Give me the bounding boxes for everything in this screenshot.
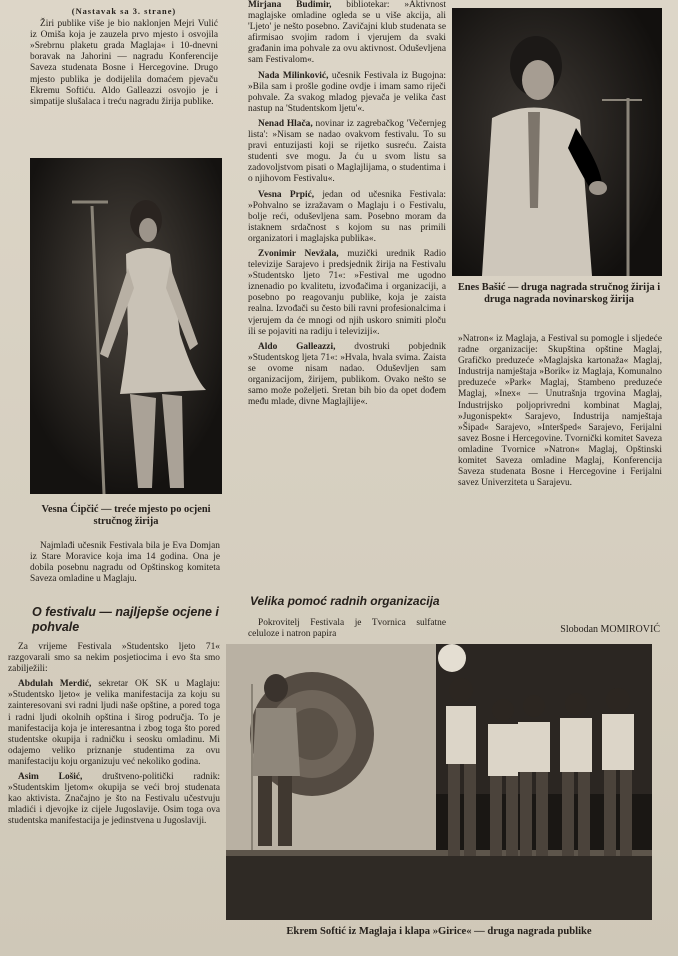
quote-nevzala bbox=[248, 249, 446, 338]
section-title-festival: O festivalu — najljepše ocjene i pohvale bbox=[32, 605, 219, 634]
photo-enes-basic bbox=[452, 8, 662, 276]
speaker-name: Aldo Galleazzi, bbox=[258, 341, 336, 352]
quote-text: dvostruki pobjednik »Studentskog ljeta 71«: »Hvala, hvala svima. Zaista se ovome nisam nadao. Oduševljen sam organizacijom, žirijem, publikom. Ovako nešto se samo može poželjeti. Sretan bih bio da opet dođem među mlade, divne Maglajlije«. bbox=[248, 341, 446, 408]
photo-vesna-cipcic bbox=[30, 158, 222, 494]
quote-merdic bbox=[8, 679, 220, 768]
author-signature: Slobodan MOMIROVIĆ bbox=[560, 624, 660, 635]
speaker-name: Zvonimir Nevžala, bbox=[258, 248, 339, 259]
photo3-caption: Ekrem Softić iz Maglaja i klapa »Girice« — druga nagrada publike bbox=[286, 926, 592, 937]
section-title-help: Velika pomoć radnih organizacija bbox=[250, 594, 440, 608]
quote-text: sekretar OK SK u Maglaju: »Studentsko ljeto« je velika manifestacija za koju su zainteresovani svi radni ljudi naše opštine, a pored toga i radni ljudi okolnih opština i širog područja. To je manifestacija koja je interesantna i zbog toga što pored studentske okupija i radničku i seosku omladinu. Mi odajemo veliko priznanje studentima za ovu manifestaciju koju organizuju već nekoliko godina. bbox=[8, 679, 220, 767]
paragraph-jury: Žiri publike više je bio naklonjen Mejri Vulić iz Omiša koja je zauzela prvo mjesto i osvojila »Srebrnu plaketu grada Maglaja« i 10-dnevni boravak na Jahorini — nagradu Konferencije Saveza studenata Bosne i Hercegovine. Drugo mjesto publika je dodijelila domaćem pjevaču Ekremu Softiću. Aldo Galleazzi osvojio je i simpatije slušalaca i treću nagradu žirija publike. bbox=[30, 19, 218, 107]
speaker-name: Nenad Hlača, bbox=[258, 118, 313, 129]
column-1-mid bbox=[30, 541, 220, 589]
speaker-name: Vesna Prpić, bbox=[258, 189, 315, 200]
paragraph-intro: Za vrijeme Festivala »Studentsko ljeto 71« razgovarali smo sa nekim posjetiocima i evo šta smo zabilježili: bbox=[8, 642, 220, 675]
photo2-caption: Enes Bašić — druga nagrada stručnog žirija i druga nagrada novinarskog žirija bbox=[457, 282, 661, 305]
photo1-caption: Vesna Ćipčić — treće mjesto po ocjeni stručnog žirija bbox=[41, 504, 211, 527]
continuation-note: (Nastavak sa 3. strane) bbox=[71, 7, 177, 16]
paragraph-sponsor: Pokrovitelj Festivala je Tvornica sulfatne celuloze i natron papira bbox=[248, 618, 446, 640]
quote-milinkovic bbox=[248, 71, 446, 115]
quote-text: novinar iz zagrebačkog 'Večernjeg lista': »Nisam se nadao ovakvom festivalu. To su pravi entuzijasti koji se rijetko susreću. Zaista studenti sve mogu. Ja ću u svom listu sa zadovoljstvom pisati o Maglaјlijama, o studentima i o njihovom Festivalu«. bbox=[248, 118, 447, 185]
quote-galleazzi bbox=[248, 342, 446, 409]
column-1-bottom bbox=[8, 642, 220, 832]
paragraph-youngest: Najmlađi učesnik Festivala bila je Eva Domjan iz Stare Moravice koja ima 14 godina. Ona je dobila posebnu nagradu od Opštinskog komiteta Saveza omladine u Maglaju. bbox=[30, 541, 220, 585]
quote-text: muzički urednik Radio televizije Sarajevo i predsjednik žirija na Festivalu »Studentsko ljeto 71«: »Festival me ugodno iznenadio po kvalitetu, izvođačima i organizaciji, a posebno po reagovanju publike, koja je zaista realna. Izvođači su često bili ravni profesionalcima i vjerujem da će mnogi od njih uskoro snimiti ploču ili se pojaviti na radiju i televiziji«. bbox=[248, 248, 446, 337]
quote-text: učesnik Festivala iz Bugojna: »Bila sam i prošle godine ovdje i imam samo riječi pohvale. Za svakog mladog pjevača je velika čast nastup na 'Studentskom ljetu'«. bbox=[248, 70, 447, 114]
column-2 bbox=[248, 0, 446, 412]
quote-text: društveno-politički radnik: »Studentskim ljetom« okupija se veći broj studenata kao aktivista. Značajno je što na Festivalu učestvuju mladići i djevojke iz cijele Jugoslavije. Osim toga ova studentska manifestacija je jedinstvena u Jugoslaviji. bbox=[8, 772, 221, 827]
quote-prpic bbox=[248, 190, 446, 245]
column-1-top bbox=[30, 6, 218, 112]
quote-budimir bbox=[248, 0, 446, 67]
speaker-name: Asim Lošić, bbox=[18, 772, 83, 783]
column-2-sponsor bbox=[248, 618, 446, 644]
speaker-name: Mirjana Budimir, bbox=[248, 0, 332, 10]
quote-hlaca bbox=[248, 119, 446, 186]
paragraph-organizations: »Natron« iz Maglaja, a Festival su pomogle i sljedeće radne organizacije: Skupština opštine Maglaj, Grafičko preduzeće »Maglajska kartonaža« Maglaj, Industrija namještaja »Borik« iz Maglaja, Komunalno preduzeće »Park« Maglaj, Stambeno preduzeće Maglaj, »Inex« — Unutrašnja trgovina Maglaj, Industrijsko poljoprivredni kombinat Maglaj, »Jugonispekt« Sarajevo, Industrija namještaja »Šipad« Sarajevo, »Interšped« Sarajevo, Ferijalni savez Bosne i Hercegovine. Tvornički komitet Saveza omladine Tvornice »Natron« Maglaj, Opštinski komitet Saveza omladine Maglaj, Konferencija Saveza studenata Bosne i Hercegovine i Ferijalni savez Univerziteta u Sarajevu. bbox=[458, 334, 662, 489]
photo-ekrem-softic-girice bbox=[226, 644, 652, 920]
column-3 bbox=[458, 334, 662, 493]
speaker-name: Abdulah Merdić, bbox=[18, 679, 92, 690]
quote-text: bibliotekar: »Aktivnost maglajske omladine ogleda se u više akcija, ali 'Ljeto' je nešto posebno. Zavičajni klub studenata se afirmisao svojim radom i vjerujem da svaki građanin ima pohvale za ovu aktivnost. Oduševljena sam Festivalom«. bbox=[248, 0, 446, 66]
speaker-name: Nada Milinković, bbox=[258, 70, 329, 81]
quote-losic bbox=[8, 772, 220, 827]
quote-text: jedan od učesnika Festivala: »Pohvalno se izražavam o Maglaju i o Festivalu, bolje reći, oduševljena sam. Posebno moram da istaknem srdačnost s kojom su nas primili organizatori i maglajska publika«. bbox=[248, 189, 446, 244]
